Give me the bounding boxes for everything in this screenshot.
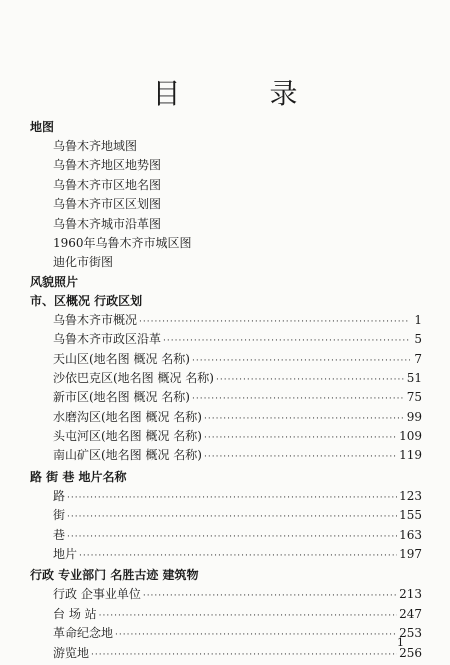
section-heading: 行政 专业部门 名胜古迹 建筑物	[30, 568, 199, 583]
toc-entry[interactable]	[30, 408, 422, 427]
toc-entry-page: 109	[399, 429, 422, 444]
dot-leader	[67, 489, 397, 508]
toc-entry-label: 乌鲁木齐地区地势图	[53, 158, 162, 173]
toc-entry[interactable]	[30, 137, 422, 156]
toc-entry-page: 155	[399, 508, 422, 523]
dot-leader	[192, 352, 410, 371]
dot-leader	[79, 547, 397, 566]
toc-entry[interactable]	[30, 215, 422, 234]
dot-leader	[204, 448, 397, 467]
table-of-contents	[30, 118, 422, 663]
dot-leader	[99, 607, 397, 626]
toc-entry-page: 247	[399, 606, 422, 621]
toc-entry-page: 163	[399, 527, 422, 542]
toc-entry-page: 123	[399, 488, 422, 503]
toc-entry-page: 119	[399, 448, 422, 463]
toc-entry-page: 253	[399, 626, 422, 641]
toc-entry-label: 路	[53, 488, 66, 503]
toc-entry[interactable]	[30, 585, 422, 604]
toc-entry[interactable]	[30, 195, 422, 214]
section-heading: 市、区概况 行政区划	[30, 293, 143, 308]
toc-entry-page: 197	[399, 547, 422, 562]
toc-entry-label: 头屯河区(地名图 概况 名称)	[53, 429, 202, 444]
toc-entry-label: 天山区(地名图 概况 名称)	[53, 351, 190, 366]
toc-entry-page: 213	[399, 587, 422, 602]
dot-leader	[91, 646, 397, 665]
toc-entry[interactable]	[30, 506, 422, 525]
toc-entry-label: 新市区(地名图 概况 名称)	[53, 390, 190, 405]
toc-entry-page: 75	[406, 390, 422, 405]
toc-entry-label: 南山矿区(地名图 概况 名称)	[53, 448, 202, 463]
section-heading: 地图	[30, 120, 55, 134]
toc-entry-label: 水磨沟区(地名图 概况 名称)	[53, 409, 202, 424]
toc-entry-page: 7	[414, 351, 422, 366]
toc-entry-label: 游览地	[53, 645, 90, 660]
toc-entry[interactable]	[30, 234, 422, 253]
toc-entry-label: 乌鲁木齐城市沿革图	[53, 216, 162, 231]
dot-leader	[216, 371, 405, 390]
section-heading: 路 街 巷 地片名称	[30, 469, 127, 484]
toc-entry-label: 1960年乌鲁木齐市城区图	[53, 235, 192, 250]
dot-leader	[192, 390, 405, 409]
toc-entry[interactable]	[30, 487, 422, 506]
toc-entry-page: 51	[406, 370, 422, 385]
toc-entry-label: 巷	[53, 527, 66, 542]
section-heading: 风貌照片	[30, 274, 79, 289]
toc-entry[interactable]	[30, 330, 422, 349]
dot-leader	[204, 410, 405, 429]
toc-entry[interactable]	[30, 176, 422, 195]
toc-entry[interactable]	[30, 369, 422, 388]
page-title: 目 录	[152, 77, 338, 110]
toc-entry-label: 行政 企事业单位	[53, 587, 141, 602]
toc-entry[interactable]	[30, 350, 422, 369]
dot-leader	[67, 528, 397, 547]
dot-leader	[139, 313, 410, 332]
toc-entry[interactable]	[30, 253, 422, 272]
toc-entry-page: 1	[414, 312, 422, 327]
toc-entry[interactable]	[30, 526, 422, 545]
dot-leader	[163, 332, 410, 351]
toc-entry-label: 乌鲁木齐地域图	[53, 139, 138, 153]
toc-entry[interactable]	[30, 545, 422, 564]
toc-entry-page: 99	[406, 409, 422, 424]
toc-entry-label: 沙依巴克区(地名图 概况 名称)	[53, 370, 214, 385]
dot-leader	[204, 429, 397, 448]
toc-entry-label: 台 场 站	[53, 606, 97, 621]
toc-entry-label: 乌鲁木齐市区区划图	[53, 197, 162, 212]
toc-entry[interactable]	[30, 388, 422, 407]
toc-entry[interactable]	[30, 605, 422, 624]
toc-entry-page: 256	[399, 645, 422, 660]
toc-entry-label: 革命纪念地	[53, 626, 114, 641]
toc-entry-label: 乌鲁木齐市概况	[53, 312, 138, 327]
toc-entry[interactable]	[30, 446, 422, 465]
toc-entry-label: 乌鲁木齐市政区沿革	[53, 332, 162, 347]
toc-entry-label: 地片	[53, 547, 78, 562]
dot-leader	[115, 626, 397, 645]
toc-entry-label: 乌鲁木齐市区地名图	[53, 177, 162, 192]
toc-entry[interactable]	[30, 427, 422, 446]
dot-leader	[67, 508, 397, 527]
toc-entry[interactable]	[30, 311, 422, 330]
toc-entry-label: 街	[53, 508, 66, 523]
toc-entry[interactable]	[30, 644, 422, 663]
toc-entry-page: 5	[414, 332, 422, 347]
toc-entry-label: 迪化市街图	[53, 255, 114, 270]
toc-entry[interactable]	[30, 156, 422, 175]
toc-entry[interactable]	[30, 624, 422, 643]
dot-leader	[143, 587, 397, 606]
page-number: 1	[397, 636, 404, 649]
